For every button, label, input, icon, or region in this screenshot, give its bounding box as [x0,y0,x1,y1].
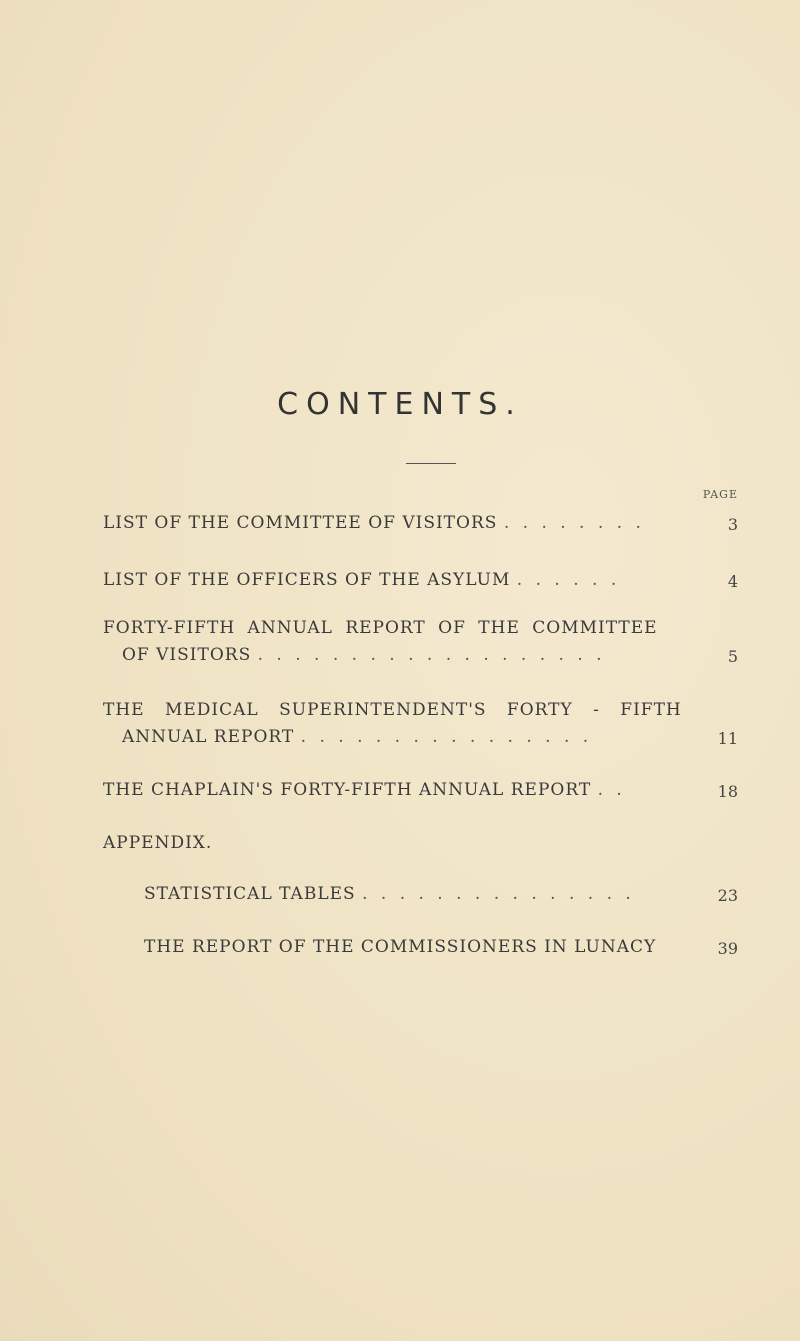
toc-entry-chaplain [103,780,626,800]
page-column-label: PAGE [702,488,738,501]
toc-entry-text: OF VISITORS [122,645,252,665]
toc-entry-officers [103,570,620,590]
toc-page-number: 18 [717,782,738,801]
toc-entry-text: STATISTICAL TABLES [144,884,356,904]
toc-page-number: 23 [717,886,738,905]
toc-page-number: 3 [727,515,738,534]
toc-entry-commissioners: THE REPORT OF THE COMMISSIONERS IN LUNACY [144,937,657,957]
toc-entry-annual-report-line2 [122,645,606,665]
page-title: CONTENTS. [277,387,523,422]
appendix-heading: APPENDIX. [103,833,213,853]
toc-leader-dots: . . . . . . . . . . . . . . . . [300,727,593,747]
toc-entry-text: ANNUAL REPORT [122,727,295,747]
toc-entry-statistical-tables [144,884,635,904]
toc-page-number: 4 [727,572,738,591]
toc-leader-dots: . . . . . . . . [503,513,645,533]
toc-leader-dots: . . [597,780,626,800]
toc-leader-dots: . . . . . . . . . . . . . . . [362,884,635,904]
toc-entry-annual-report-line1: FORTY-FIFTH ANNUAL REPORT OF THE COMMITTEE [103,618,658,638]
toc-entry-medical-line1: THE MEDICAL SUPERINTENDENT'S FORTY - FIFTH [103,700,682,720]
title-rule [406,463,456,464]
toc-entry-committee [103,513,645,533]
toc-entry-text: THE CHAPLAIN'S FORTY-FIFTH ANNUAL REPORT [103,780,592,800]
toc-page-number: 5 [727,647,738,666]
toc-entry-text: LIST OF THE COMMITTEE OF VISITORS [103,513,498,533]
toc-leader-dots: . . . . . . [516,570,621,590]
toc-entry-text: LIST OF THE OFFICERS OF THE ASYLUM [103,570,511,590]
toc-leader-dots: . . . . . . . . . . . . . . . . . . . [257,645,606,665]
toc-page-number: 11 [717,729,738,748]
toc-page-number: 39 [717,939,738,958]
toc-entry-medical-line2 [122,727,592,747]
